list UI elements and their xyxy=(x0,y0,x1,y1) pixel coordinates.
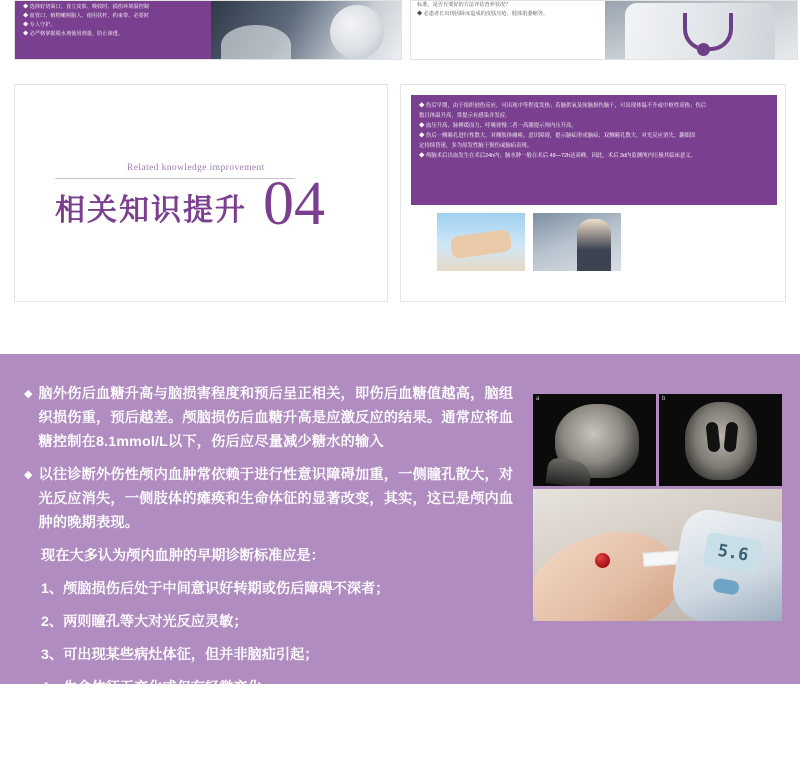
list-item xyxy=(419,121,769,131)
list-item: 3、可出现某些病灶体征，但并非脑疝引起； xyxy=(41,647,319,663)
list-item xyxy=(23,3,203,12)
list-item xyxy=(23,30,203,39)
bullet-text: ◆ 颅脑术后出血发生在术后24h内；脑水肿一般在术后 48—72h达高峰。因此，术后 3d内监测颅内压极其临床意义。 xyxy=(419,153,697,159)
mri-sagittal-image xyxy=(533,394,656,486)
bullet-text: 定持续昏迷，多为原发性脑干损伤或脑疝表现。 xyxy=(419,143,533,149)
photo-pair xyxy=(437,213,621,271)
slide-thumbnail-top-left[interactable] xyxy=(14,0,402,60)
doctor-photo xyxy=(605,1,798,59)
list-item xyxy=(23,12,203,21)
list-item xyxy=(419,101,769,111)
glucometer-button[interactable] xyxy=(712,577,740,595)
list-item xyxy=(419,141,769,151)
bullet-text: 标准，是否有要好的方法评估营养状况？ xyxy=(417,2,511,8)
main-content-slide xyxy=(0,354,800,684)
list-item xyxy=(419,131,769,141)
list-item: 1、颅脑损伤后处于中间意识好转期或伤后障碍不深者； xyxy=(41,581,390,597)
blood-drop-icon xyxy=(595,553,610,568)
glucometer-device xyxy=(667,505,782,621)
finger-shape xyxy=(533,523,684,621)
paragraph-item xyxy=(24,382,516,454)
paragraph-item xyxy=(24,463,516,535)
paragraph-text: 以往诊断外伤性颅内血肿常依赖于进行性意识障碍加重，一侧瞳孔散大，对光反应消失，一侧肢体的瘫痪和生命体征的显著改变，其实，这已是颅内血肿的晚期表现。 xyxy=(38,467,514,531)
purple-bullet-panel xyxy=(411,95,777,205)
section-eyebrow: Related knowledge improvement xyxy=(127,163,265,173)
glucometer-photo xyxy=(533,489,782,621)
main-content-inner xyxy=(0,354,800,684)
glucometer-screen xyxy=(703,532,764,575)
paragraph-text: 脑外伤后血糖升高与脑损害程度和预后呈正相关，即伤后血糖值越高，脑组织损伤重，预后越差。颅脑损伤后血糖升高是应激反应的结果。通常应将血糖控制在8.1mmol/L以下，伤后应尽量减少糖水的输入 xyxy=(38,386,514,450)
bullet-text: ◆ 必严格掌握脱水剂使用剂量，防止渗透。 xyxy=(23,31,124,37)
bullet-text: ◆ 专人守护。 xyxy=(23,22,56,28)
lab-photo xyxy=(211,1,402,59)
bullet-text: ◆ 伤后早期，由于组织创伤反应，可出现中等程度发热；若脑供氧及间脑损伤脑干，可出现体温不升或中枢性高热；伤后 xyxy=(419,103,707,109)
list-item: 2、两则瞳孔等大对光反应灵敏； xyxy=(41,614,248,630)
diamond-bullet-icon: ◆ xyxy=(24,388,33,400)
top-right-bullet-list xyxy=(411,1,605,59)
bullet-text: ◆ 血压升高、脉搏缓而力、呼吸徐慢二者一高潮提示颅内压升高。 xyxy=(419,123,577,129)
divider-rule xyxy=(55,178,295,179)
top-left-bullet-list xyxy=(23,3,203,39)
bullet-text: ◆ 必患者长出现因卧床造成的皮肤压疮、肢体肌萎缩等。 xyxy=(417,11,549,17)
handshake-photo xyxy=(437,213,525,271)
stethoscope-head-icon xyxy=(697,43,710,56)
section-divider-slide[interactable] xyxy=(14,84,388,302)
intro-line: 现在大多认为颅内血肿的早期诊断标准应是： xyxy=(41,548,325,564)
image-column xyxy=(533,394,782,621)
mri-image-pair xyxy=(533,394,782,486)
main-text-column xyxy=(24,382,516,709)
mri-axial-image xyxy=(659,394,782,486)
slide-thumbnail-top-right[interactable] xyxy=(410,0,798,60)
bottom-whitespace xyxy=(0,684,800,758)
diamond-bullet-icon: ◆ xyxy=(24,469,33,481)
bullet-text: 数日体温升高，常提示有感染并发症。 xyxy=(419,113,511,119)
list-item xyxy=(411,1,605,10)
mri-left-label: a xyxy=(536,396,540,402)
slide-thumbnail-middle-right[interactable] xyxy=(400,84,786,302)
mri-right-label: b xyxy=(662,396,666,402)
bullet-text: ◆ 伤后一侧瞳孔进行性散大，对侧肢体瘫痪、意识障碍，提示脑疝形成脑疝；双侧瞳孔散大，对光反应消失、翻眼固 xyxy=(419,133,696,139)
list-item xyxy=(23,21,203,30)
bullet-text: ◆ 选择好切面口，直立皮肤、吸收时、损伤环境温控制 xyxy=(23,4,149,10)
business-person-photo xyxy=(533,213,621,271)
list-item xyxy=(411,10,605,19)
brain-shape xyxy=(685,402,757,480)
list-item xyxy=(419,151,769,161)
section-title: 相关知识提升 xyxy=(55,194,247,227)
list-item xyxy=(419,111,769,121)
middle-slide-row xyxy=(0,84,800,306)
top-slide-row xyxy=(0,0,800,72)
bullet-text: ◆ 血管口、植物嫩树脂人、使用扶杆、约束带、必要时 xyxy=(23,13,149,19)
section-number: 04 xyxy=(263,170,325,238)
glucometer-reading: 5.6 xyxy=(716,540,750,566)
